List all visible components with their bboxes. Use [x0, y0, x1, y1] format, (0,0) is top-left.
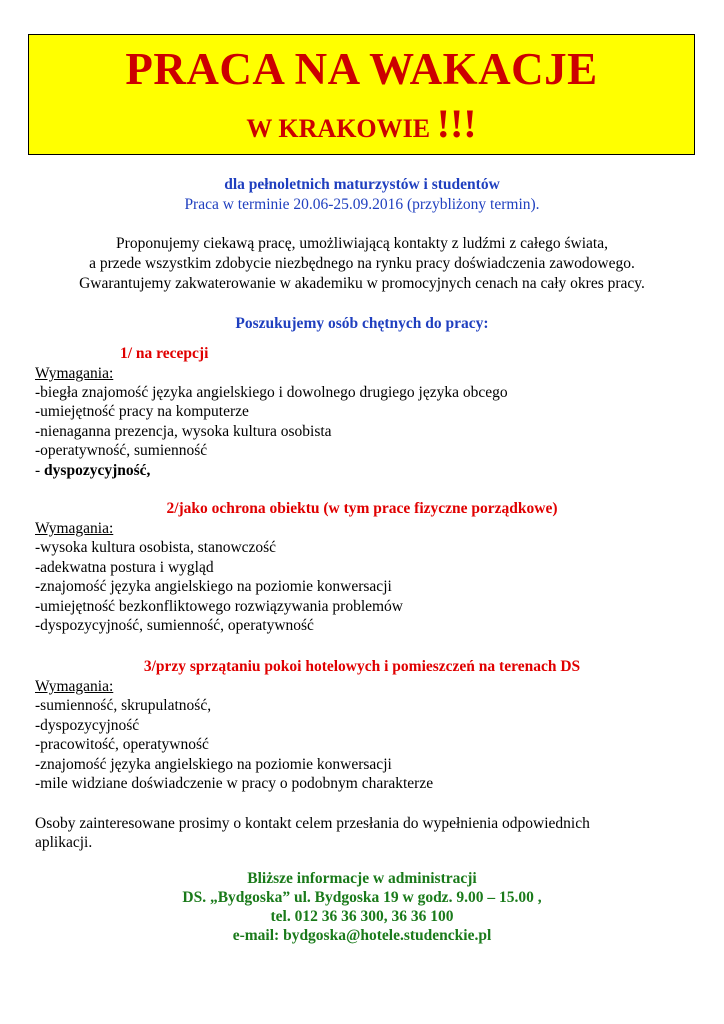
section-2-requirements-label: Wymagania: — [35, 520, 114, 537]
closing-line-1: Osoby zainteresowane prosimy o kontakt celem przesłania do wypełnienia odpowiednich — [35, 815, 590, 832]
intro-line-3: Gwarantujemy zakwaterowanie w akademiku w promocyjnych cenach na cały okres pracy. — [79, 275, 645, 292]
section-1-requirements-label: Wymagania: — [35, 365, 114, 382]
intro-line-1: Proponujemy ciekawą pracę, umożliwiającą kontakty z ludźmi z całego świata, — [116, 235, 608, 252]
subtitle-text: W KRAKOWIE — [246, 114, 431, 143]
section-2-item: -znajomość języka angielskiego na poziomie konwersacji — [35, 578, 392, 595]
section-2-item: -dyspozycyjność, sumienność, operatywność — [35, 617, 314, 634]
section-2-item: -adekwatna postura i wygląd — [35, 559, 214, 576]
subtitle-exclaim: !!! — [436, 101, 477, 146]
section-2-item: -wysoka kultura osobista, stanowczość — [35, 539, 277, 556]
page-title: PRACA NA WAKACJE — [125, 44, 598, 94]
section-3-item: -dyspozycyjność — [35, 717, 140, 734]
intro-line-2: a przede wszystkim zdobycie niezbędnego na rynku pracy doświadczenia zawodowego. — [89, 255, 635, 272]
section-1-item: -umiejętność pracy na komputerze — [35, 403, 249, 420]
section-3-item: -mile widziane doświadczenie w pracy o podobnym charakterze — [35, 775, 434, 792]
section-2-item: -umiejętność bezkonfliktowego rozwiązywania problemów — [35, 598, 404, 615]
section-3-item: -znajomość języka angielskiego na poziomie konwersacji — [35, 756, 392, 773]
page-subtitle — [29, 102, 694, 151]
section-3-requirements-label: Wymagania: — [35, 678, 114, 695]
contact-line-2: DS. „Bydgoska” ul. Bydgoska 19 w godz. 9.00 – 15.00 , — [182, 889, 542, 906]
section-1-item-last — [35, 461, 150, 481]
last-prefix: - — [35, 462, 45, 479]
section-1-item: -nienaganna prezencja, wysoka kultura osobista — [35, 423, 332, 440]
section-1-heading: 1/ na recepcji — [120, 345, 209, 362]
section-2-heading: 2/jako ochrona obiektu (w tym prace fizyczne porządkowe) — [166, 500, 558, 517]
section-1-item: -operatywność, sumienność — [35, 442, 208, 459]
term-line: Praca w terminie 20.06-25.09.2016 (przybliżony termin). — [184, 196, 540, 213]
title-banner — [28, 34, 695, 155]
contact-email: e-mail: bydgoska@hotele.studenckie.pl — [232, 927, 492, 944]
audience-line: dla pełnoletnich maturzystów i studentów — [224, 176, 500, 193]
contact-line-1: Bliższe informacje w administracji — [247, 870, 477, 887]
last-bold: dyspozycyjność, — [44, 462, 151, 479]
contact-phone: tel. 012 36 36 300, 36 36 100 — [270, 908, 454, 925]
seeking-heading: Poszukujemy osób chętnych do pracy: — [235, 315, 489, 332]
closing-line-2: aplikacji. — [35, 834, 93, 851]
section-3-item: -pracowitość, operatywność — [35, 736, 209, 753]
section-3-heading: 3/przy sprzątaniu pokoi hotelowych i pomieszczeń na terenach DS — [143, 658, 581, 675]
section-3-item: -sumienność, skrupulatność, — [35, 697, 212, 714]
section-1-item: -biegła znajomość języka angielskiego i dowolnego drugiego języka obcego — [35, 384, 508, 401]
